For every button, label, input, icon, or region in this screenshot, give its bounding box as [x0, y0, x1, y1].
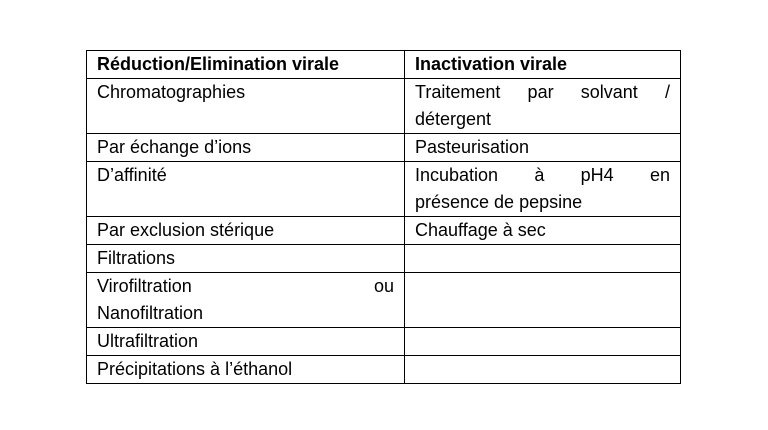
cell-empty	[405, 356, 681, 384]
cell-dry-heat: Chauffage à sec	[405, 217, 681, 245]
cell-line: Nanofiltration	[97, 303, 204, 323]
cell-line: Incubation à pH4 en	[415, 165, 670, 185]
cell-line: détergent	[415, 109, 492, 129]
cell-affinity: D’affinité	[87, 162, 405, 217]
cell-line: présence de pepsine	[415, 192, 583, 212]
cell-line: Virofiltration ou	[97, 276, 394, 296]
cell-ultrafiltration: Ultrafiltration	[87, 328, 405, 356]
cell-filtrations: Filtrations	[87, 245, 405, 273]
cell-virofiltration	[87, 273, 405, 328]
table-row	[87, 79, 681, 134]
cell-pasteurisation: Pasteurisation	[405, 134, 681, 162]
table-row	[87, 245, 681, 273]
table-row	[87, 217, 681, 245]
cell-empty	[405, 328, 681, 356]
cell-ethanol-precipitation: Précipitations à l’éthanol	[87, 356, 405, 384]
cell-solvent-detergent	[405, 79, 681, 134]
header-reduction-elimination: Réduction/Elimination virale	[87, 51, 405, 79]
cell-chromatographies: Chromatographies	[87, 79, 405, 134]
table-row	[87, 328, 681, 356]
virus-reduction-table	[86, 50, 681, 384]
table-row	[87, 273, 681, 328]
table-row	[87, 162, 681, 217]
cell-empty	[405, 245, 681, 273]
table-header-row	[87, 51, 681, 79]
cell-ph4-incubation	[405, 162, 681, 217]
cell-size-exclusion: Par exclusion stérique	[87, 217, 405, 245]
header-inactivation: Inactivation virale	[405, 51, 681, 79]
cell-line: Traitement par solvant /	[415, 82, 670, 102]
table-row	[87, 356, 681, 384]
cell-ion-exchange: Par échange d’ions	[87, 134, 405, 162]
cell-empty	[405, 273, 681, 328]
table-row	[87, 134, 681, 162]
